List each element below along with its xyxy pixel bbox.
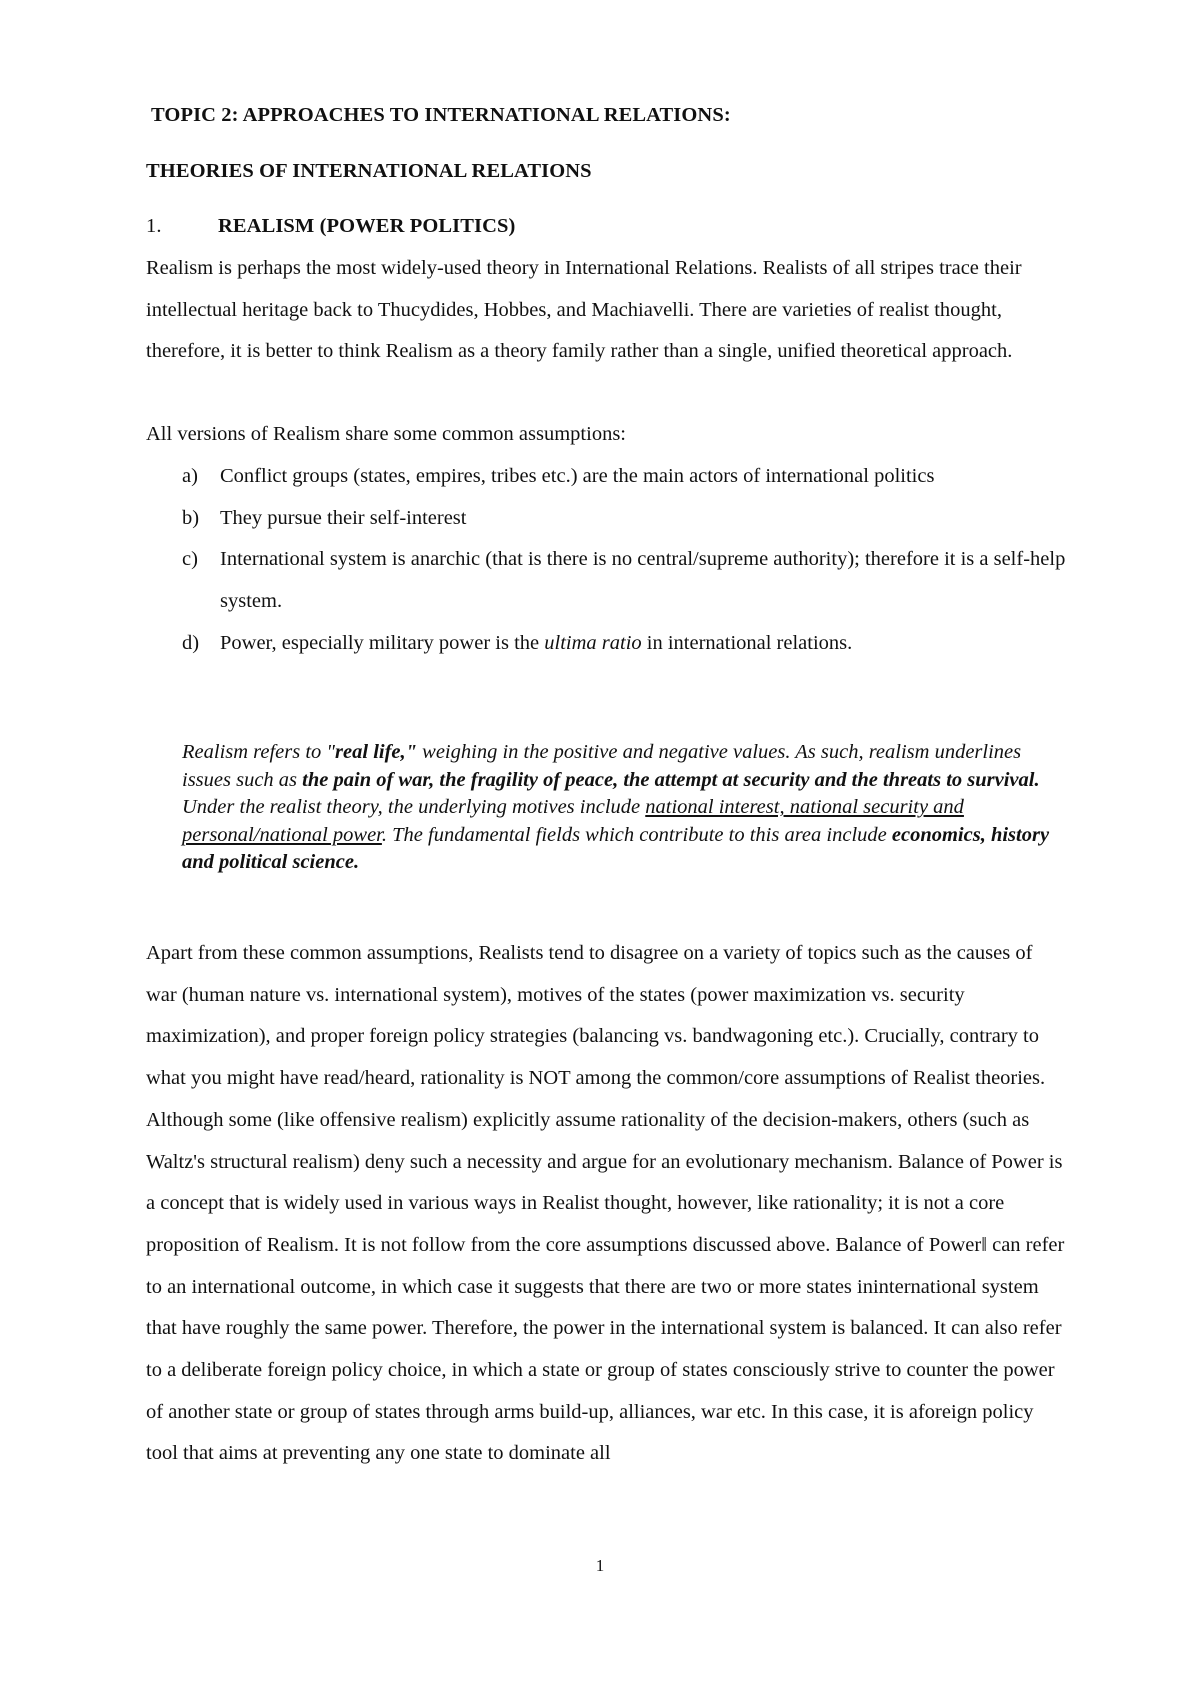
page-number: 1 (595, 1556, 605, 1575)
quote-underlined: national interest, national security and personal/national power (182, 796, 964, 846)
list-item-text: International system is anarchic (that is there is no central/supreme authority); therefore it is a self-help system. (220, 548, 1066, 613)
document-title: TOPIC 2: APPROACHES TO INTERNATIONAL RELATIONS: (151, 104, 731, 126)
quote-text: Realism refers to " (182, 741, 336, 763)
quote-bold: real life," (335, 741, 418, 763)
list-marker: a) (182, 465, 198, 487)
section-title: REALISM (POWER POLITICS) (218, 215, 516, 237)
list-item-text-end: in international relations. (641, 631, 853, 654)
list-item (146, 539, 1066, 622)
document-subtitle: THEORIES OF INTERNATIONAL RELATIONS (146, 160, 592, 182)
assumptions-intro: All versions of Realism share some common assumptions: (146, 423, 626, 445)
realism-quote-block (182, 739, 1052, 877)
assumptions-list (146, 456, 1066, 665)
quote-bold: economics, history and political science. (182, 823, 1050, 874)
list-item-text: Conflict groups (states, empires, tribes etc.) are the main actors of international politics (220, 465, 935, 487)
main-paragraph: Apart from these common assumptions, Realists tend to disagree on a variety of topics such as the causes of war (human nature vs. international system), motives of the states (power maximization vs. security maximization), and proper foreign policy strategies (balancing vs. bandwagoning etc.). Crucially, contrary to what you might have read/heard, rationality is NOT among the common/core assumptions of Realist theories. Although some (like offensive realism) explicitly assume rationality of the decision-makers, others (such as Waltz's structural realism) deny such a necessity and argue for an evolutionary mechanism. Balance of Power is a concept that is widely used in various ways in Realist thought, however, like rationality; it is not a core proposition of Realism. It is not follow from the core assumptions discussed above. Balance of Power‖ can refer to an international outcome, in which case it suggests that there are two or more states ininternational system that have roughly the same power. Therefore, the power in the international system is balanced. It can also refer to a deliberate foreign policy choice, in which a state or group of states consciously strive to counter the power of another state or group of states through arms build-up, alliances, war etc. In this case, it is aforeign policy tool that aims at preventing any one state to dominate all (146, 942, 1065, 1465)
list-marker: d) (182, 631, 200, 654)
list-item-text: Power, especially military power is the (220, 631, 545, 654)
list-item-italic: ultima ratio (544, 631, 642, 654)
section-heading (146, 215, 515, 238)
list-item (146, 623, 1066, 665)
quote-text: . The fundamental fields which contribute to this area include (381, 823, 892, 846)
quote-text: Under the realist theory, the underlying motives include (182, 796, 646, 819)
list-item (146, 498, 1066, 540)
list-item (146, 456, 1066, 498)
list-marker: c) (182, 548, 198, 571)
quote-text: weighing in the positive and negative values. As such, realism underlines issues such as (182, 741, 1022, 791)
list-marker: b) (182, 506, 200, 529)
intro-paragraph: Realism is perhaps the most widely-used theory in International Relations. Realists of all stripes trace their intellectual heritage back to Thucydides, Hobbes, and Machiavelli. There are varieties of realist thought, therefore, it is better to think Realism as a theory family rather than a single, unified theoretical approach. (146, 257, 1022, 363)
list-item-text: They pursue their self-interest (220, 506, 467, 529)
section-number: 1. (146, 215, 162, 237)
quote-bold: the pain of war, the fragility of peace, the attempt at security and the threats to survival. (302, 768, 1040, 791)
